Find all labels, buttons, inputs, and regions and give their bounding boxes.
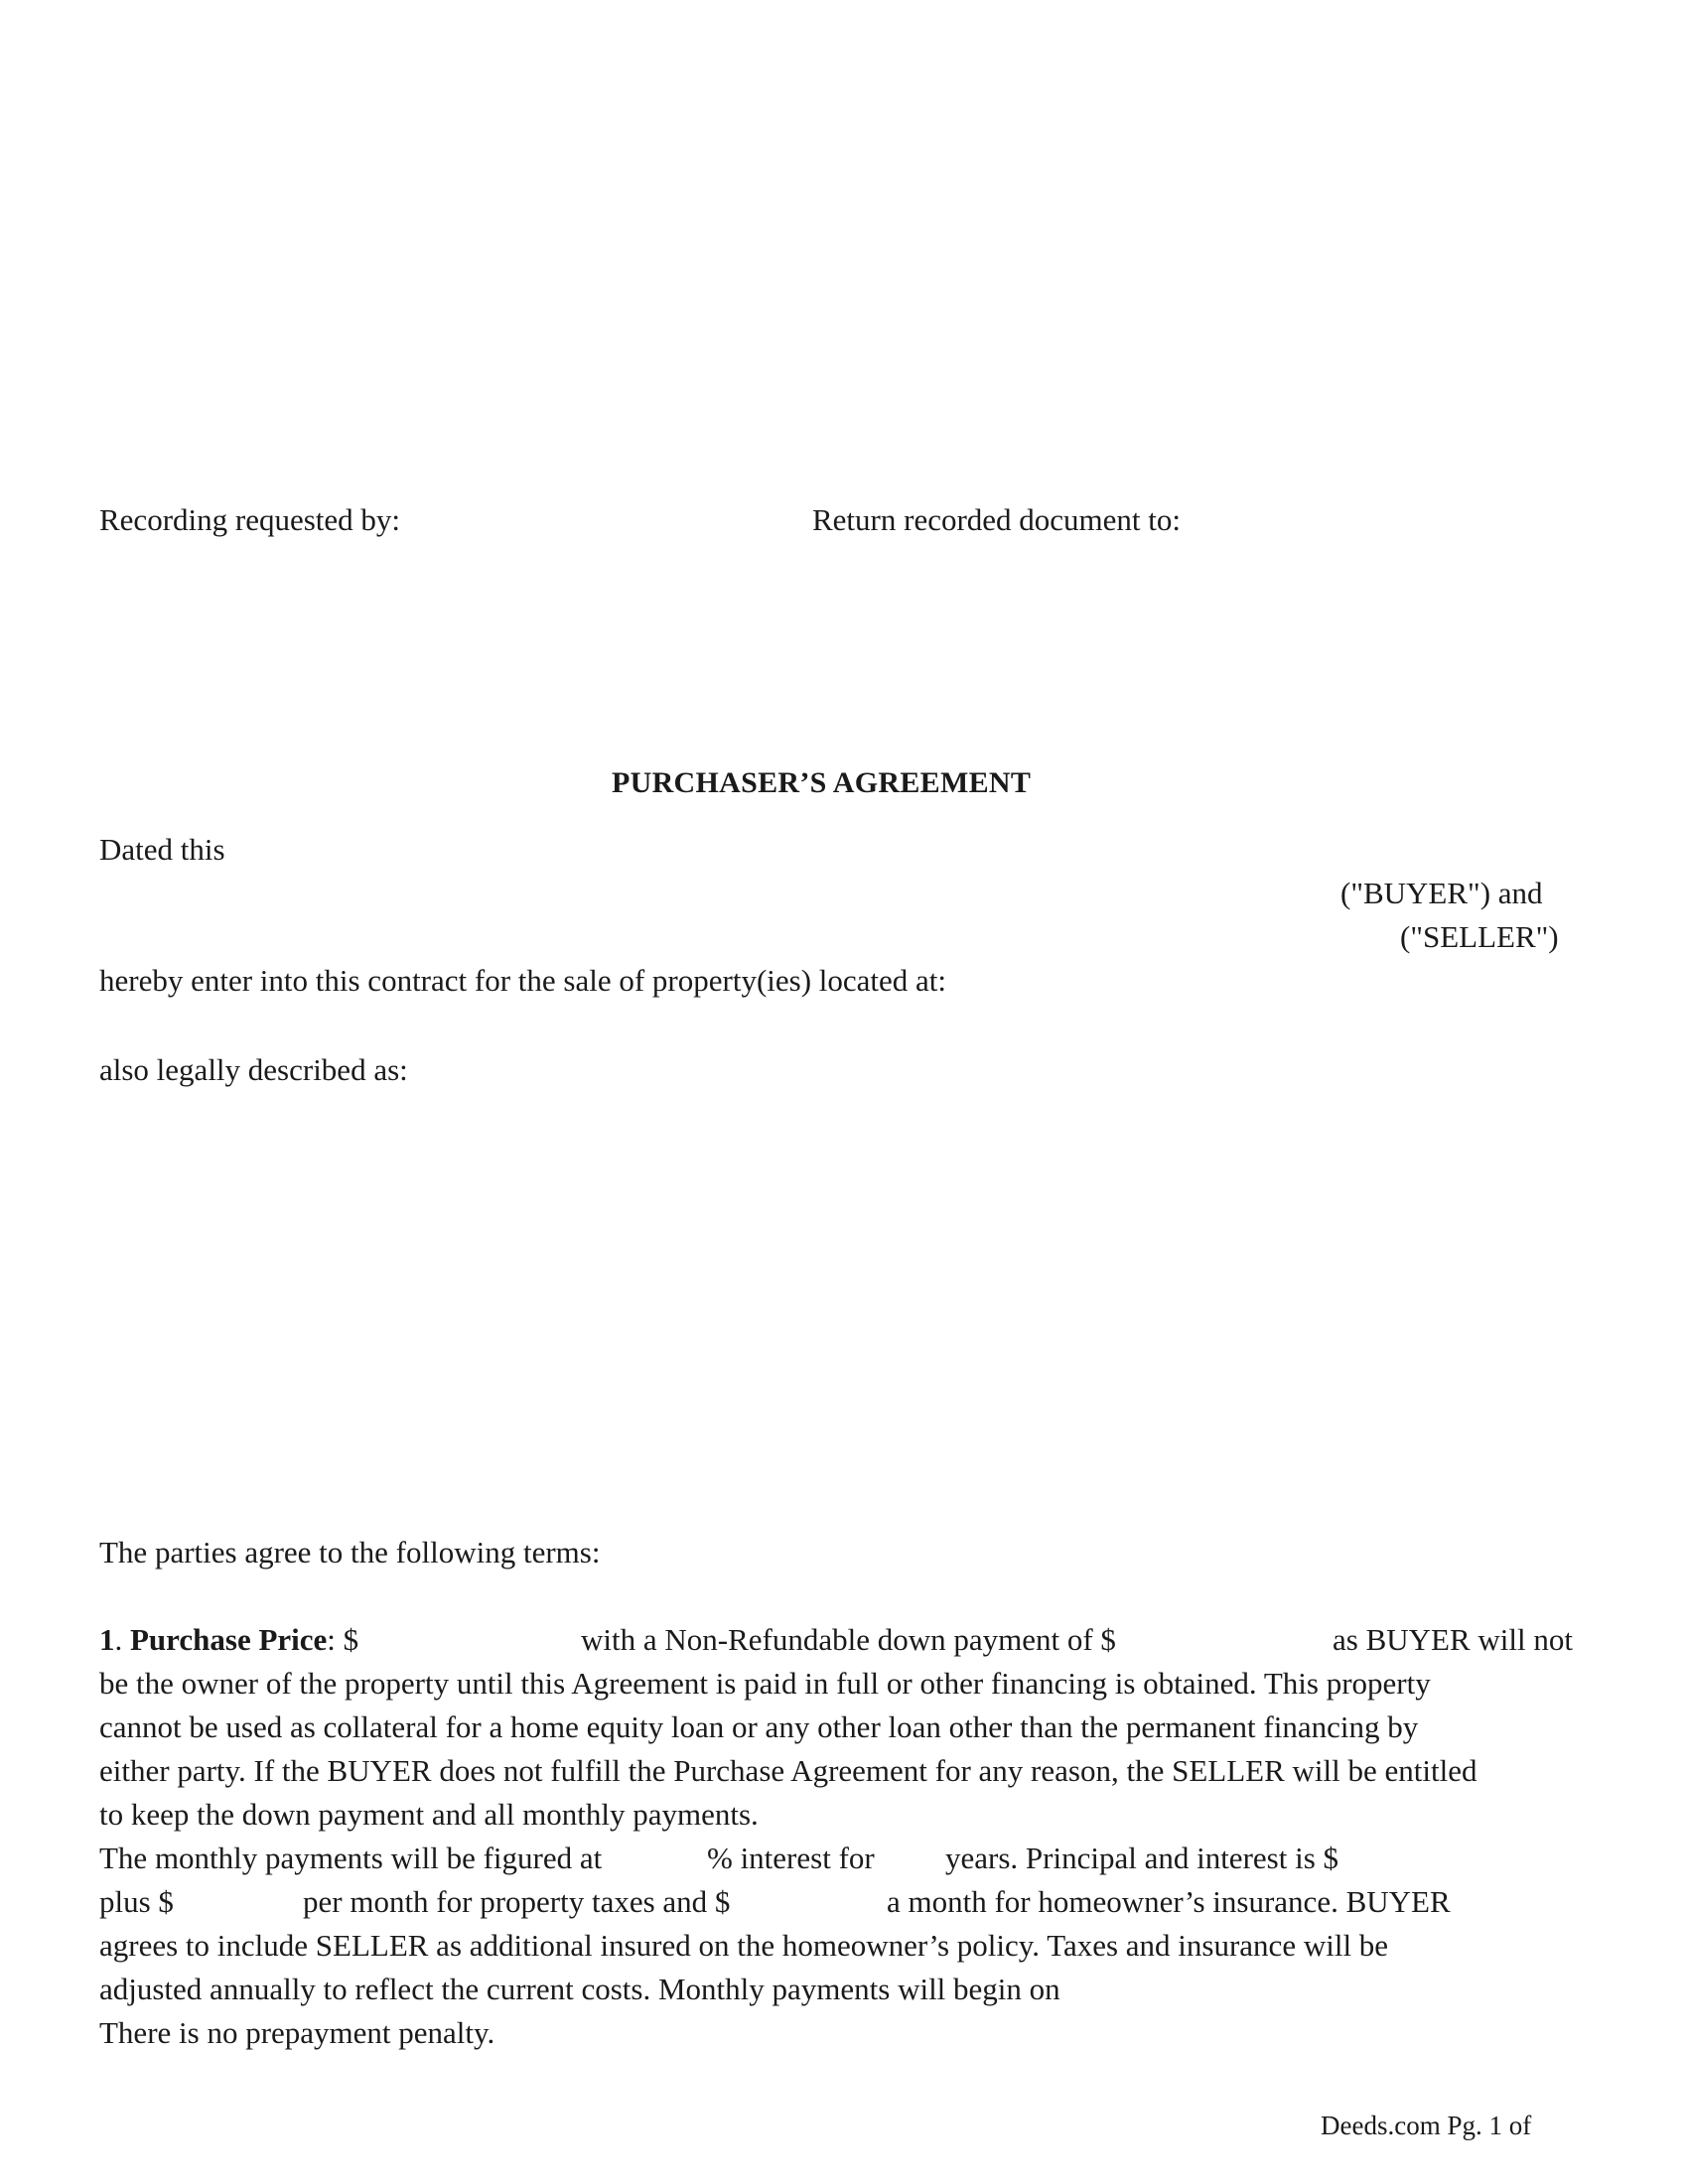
section-1-line-10: There is no prepayment penalty. — [99, 2015, 495, 2050]
monthly-payment-text-a: The monthly payments will be figured at — [99, 1841, 603, 1875]
section-1-heading-line: 1. Purchase Price: $ — [99, 1622, 359, 1657]
section-1-line-2: be the owner of the property until this Agreement is paid in full or other financing is obtained. This property — [99, 1666, 1431, 1701]
will-not-text: as BUYER will not — [1333, 1622, 1573, 1657]
legal-description-label: also legally described as: — [99, 1052, 408, 1087]
recording-requested-label: Recording requested by: — [99, 502, 401, 537]
monthly-payment-text-b: % interest for — [707, 1841, 875, 1875]
section-1-line-4: either party. If the BUYER does not fulfill the Purchase Agreement for any reason, the SELLER will be entitled — [99, 1753, 1477, 1788]
return-recorded-label: Return recorded document to: — [812, 502, 1182, 537]
section-1-line-8: agrees to include SELLER as additional insured on the homeowner’s policy. Taxes and insurance will be — [99, 1928, 1389, 1963]
taxes-text-b: per month for property taxes and $ — [303, 1884, 731, 1919]
purchase-price-dollar: : $ — [327, 1622, 359, 1657]
seller-designation: ("SELLER") — [1400, 919, 1559, 954]
taxes-text-c: a month for homeowner’s insurance. BUYER — [887, 1884, 1451, 1919]
monthly-payment-text-c: years. Principal and interest is $ — [945, 1841, 1339, 1875]
section-1-line-9: adjusted annually to reflect the current costs. Monthly payments will begin on — [99, 1972, 1060, 2006]
section-1-line-3: cannot be used as collateral for a home equity loan or any other loan other than the permanent financing by — [99, 1709, 1419, 1744]
section-heading: Purchase Price — [130, 1622, 328, 1657]
document-title: PURCHASER’S AGREEMENT — [612, 766, 1032, 799]
page-footer: Deeds.com Pg. 1 of — [1321, 2111, 1532, 2140]
terms-intro: The parties agree to the following terms: — [99, 1535, 601, 1570]
section-1-line-5: to keep the down payment and all monthly payments. — [99, 1797, 759, 1832]
down-payment-text: with a Non-Refundable down payment of $ — [581, 1622, 1116, 1657]
section-number: 1 — [99, 1622, 115, 1657]
property-location-label: hereby enter into this contract for the sale of property(ies) located at: — [99, 963, 947, 998]
dated-this-label: Dated this — [99, 832, 225, 867]
buyer-designation: ("BUYER") and — [1340, 876, 1543, 910]
taxes-text-a: plus $ — [99, 1884, 174, 1919]
